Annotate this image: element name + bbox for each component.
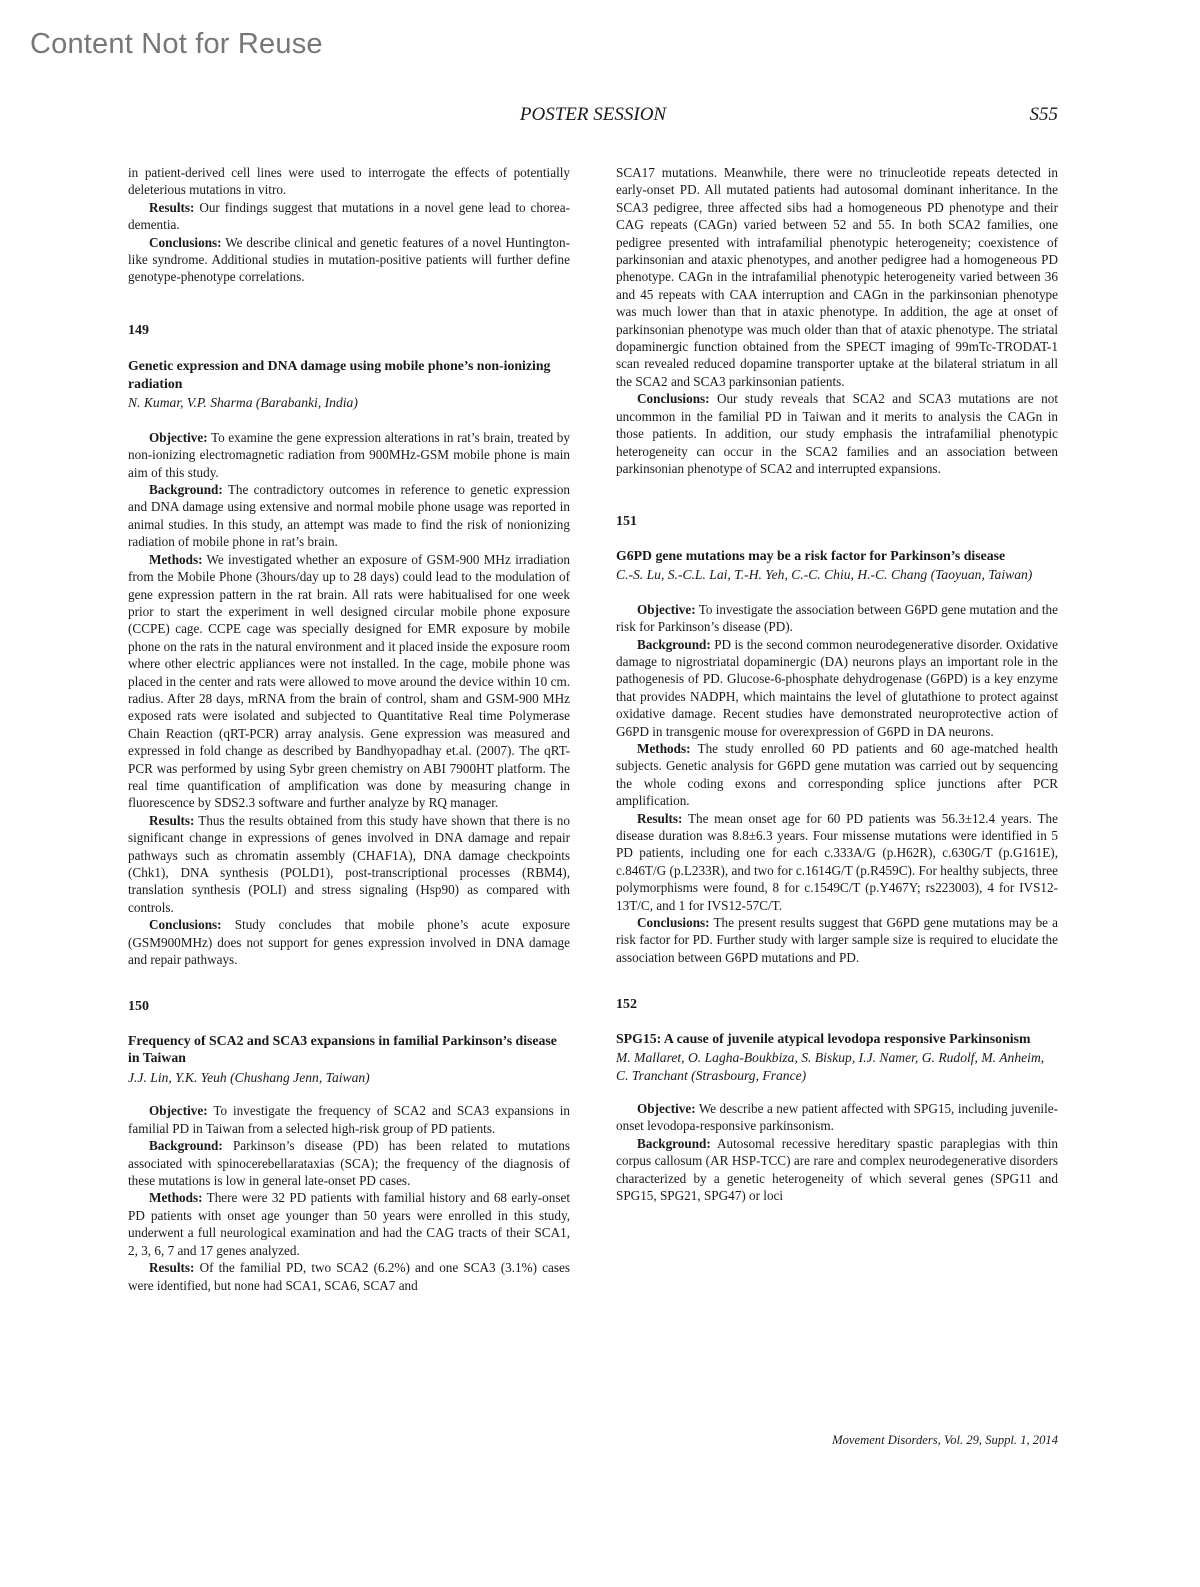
page-number: S55 [1029,104,1058,125]
abstract-number: 151 [616,514,637,530]
continued-paragraph: in patient-derived cell lines were used to interrogate the effects of potentially deleterious mutations in vitro. [128,165,570,198]
left-column [128,164,570,1294]
right-column [616,164,1058,1205]
continued-conclusions: Conclusions: We describe clinical and genetic features of a novel Huntington-like syndrome. Additional studies in mutation-positive patients will further define genotype-phenotype correlations. [128,234,570,285]
results-paragraph: Results: Of the familial PD, two SCA2 (6.2%) and one SCA3 (3.1%) cases were identified, but none had SCA1, SCA6, SCA7 and [128,1260,570,1293]
abstract-152 [616,996,1058,1204]
continued-conclusions: Conclusions: Our study reveals that SCA2 and SCA3 mutations are not uncommon in the familial PD in Taiwan and it merits to analysis the CAGn in those patients. In addition, our study emphasis the intrafamilial phenotypic heterogeneity can occur in the SCA2 families and an association between parkinsonian phenotype of SCA2 and interrupted expansions. [616,391,1059,476]
background-paragraph: Background: Autosomal recessive hereditary spastic paraplegias with thin corpus callosum (AR HSP-TCC) are rare and complex neurodegenerative disorders characterized by a genetic heterogeneity of which several genes (SPG11 and SPG15, SPG21, SPG47) or loci [616,1135,1058,1204]
methods-paragraph: Methods: We investigated whether an exposure of GSM-900 MHz irradiation from the Mobile Phone (3hours/day up to 28 days) could lead to the modulation of gene expression pattern in the rat brain. All rats were habitualised for one week prior to start the experiment in well designed circular mobile phone exposure (CCPE) cage. CCPE cage was specially designed for EMR exposure by mobile phone on the rats in the natural environment and it placed inside the exposure room where other electric appliances were not installed. In the cage, mobile phone was placed in the center and rats were allowed to move around the device within 10 cm. radius. After 28 days, mRNA from the brain of control, sham and GSM-900 MHz exposed rats were isolated and subjected to Quantitative Real time Polymerase Chain Reaction (qRT-PCR) array analysis. Gene expression was measured and expressed in fold change as described by Bandhyopadhay et.al. (2007). The qRT-PCR was performed by using Sybr green chemistry on ABI 7900HT platform. The real time quantification of amplification was done by measuring change in fluorescence by SDS2.3 software and further analyze by RQ manager. [128,551,571,811]
results-paragraph: Results: Thus the results obtained from this study have shown that there is no significant change in expressions of genes involved in DNA damage and repair pathways such as chromatin assembly (CHAF1A), DNA damage checkpoints (Chk1), DNA synthesis (POLD1), post-transcriptional processes (RBM4), translation synthesis (POLI) and stress signaling (Hsp90) as compared with controls. [128,812,570,915]
abstract-title: G6PD gene mutations may be a risk factor for Parkinson’s disease [616,547,1006,563]
abstract-number: 152 [616,997,637,1013]
abstract-number: 150 [128,999,149,1015]
watermark: Content Not for Reuse [30,28,323,60]
abstract-authors: M. Mallaret, O. Lagha-Boukbiza, S. Biskup, I.J. Namer, G. Rudolf, M. Anheim, C. Tranchant (Strasbourg, France) [616,1050,1045,1083]
objective-paragraph: Objective: To investigate the frequency of SCA2 and SCA3 expansions in familial PD in Taiwan from a selected high-risk group of PD patients. [128,1103,570,1136]
methods-paragraph: Methods: The study enrolled 60 PD patients and 60 age-matched health subjects. Genetic analysis for G6PD gene mutation was carried out by sequencing the whole coding exons and corresponding splice junctions after PCR amplification. [616,740,1058,809]
abstract-authors: N. Kumar, V.P. Sharma (Barabanki, India) [128,395,358,411]
objective-paragraph: Objective: We describe a new patient affected with SPG15, including juvenile- onset levodopa-responsive parkinsonism. [616,1101,1058,1134]
abstract-authors: J.J. Lin, Y.K. Yeuh (Chushang Jenn, Taiwan) [128,1070,370,1086]
background-paragraph: Background: The contradictory outcomes in reference to genetic expression and DNA damage using extensive and normal mobile phone usage was reported in animal studies. In this study, an attempt was made to find the risk of nonionizing radiation of mobile phone in rat’s brain. [128,482,571,550]
methods-paragraph: Methods: There were 32 PD patients with familial history and 68 early-onset PD patients with onset age younger than 50 years were enrolled in this study, underwent a full neurological examination and had the CAG tracts of their SCA1, 2, 3, 6, 7 and 17 genes analyzed. [128,1190,570,1258]
continued-results: Results: Our findings suggest that mutations in a novel gene lead to chorea-dementia. [128,199,570,233]
journal-citation: Movement Disorders, Vol. 29, Suppl. 1, 2014 [832,1433,1058,1447]
section-title: POSTER SESSION [519,104,667,125]
continued-paragraph: SCA17 mutations. Meanwhile, there were no trinucleotide repeats detected in early-onset PD. All mutated patients had autosomal dominant inheritance. In the SCA3 pedigree, three affected sibs had a homogeneous PD phenotype and their CAG repeats (CAGn) varied between 52 and 55. In both SCA2 families, one pedigree presented with intrafamilial phenotypic heterogeneity; coexistence of parkinsonian and ataxic phenotypes, and another pedigree had a homogeneous PD phenotype. CAGn in the intrafamilial phenotypic heterogeneity varied between 36 and 45 repeats with CAA interruption and CAGn in the parkinsonian phenotype was much lower than that in ataxic phenotype. In addition, the age at onset of parkinsonian phenotype was much older than that of ataxic phenotype. The striatal dopaminergic function obtained from the SPECT imaging of 99mTc-TRODAT-1 scan revealed reduced dopamine transporter uptake at the bilateral striatum in all the SCA2 and SCA3 parkinsonian patients. [616,165,1058,389]
results-paragraph: Results: The mean onset age for 60 PD patients was 56.3±12.4 years. The disease duration was 8.8±6.3 years. Four missense mutations were identified in 5 PD patients, including one for each c.333A/G (p.H62R), c.630G/T (p.G161E), c.846T/G (p.L233R), and two for c.1614G/T (p.R459C). For healthy subjects, three polymorphisms were found, 8 for c.1549C/T (p.Y467Y; rs223003), 4 for IVS12-13T/C, and 1 for IVS12-57C/T. [616,810,1058,913]
abstract-number: 149 [128,322,149,338]
abstract-150 [128,998,570,1293]
abstract-authors: C.-S. Lu, S.-C.L. Lai, T.-H. Yeh, C.-C. Chiu, H.-C. Chang (Taoyuan, Taiwan) [616,567,1033,583]
abstract-149 [128,322,570,969]
abstract-title: SPG15: A cause of juvenile atypical levodopa responsive Parkinsonism [616,1030,1031,1046]
abstract-title: Frequency of SCA2 and SCA3 expansions in familial Parkinson’s disease in Taiwan [128,1032,557,1066]
abstract-151 [616,513,1058,966]
conclusions-paragraph: Conclusions: Study concludes that mobile phone’s acute exposure (GSM900MHz) does not support for genes expression involved in DNA damage and repair pathways. [128,917,570,968]
conclusions-paragraph: Conclusions: The present results suggest that G6PD gene mutations may be a risk factor for PD. Further study with larger sample size is required to elucidate the association between G6PD mutations and PD. [616,915,1059,965]
background-paragraph: Background: PD is the second common neurodegenerative disorder. Oxidative damage to nigrostriatal dopaminergic (DA) neurons plays an important role in the pathogenesis of PD. Glucose-6-phosphate dehydrogenase (G6PD) is a key enzyme that provides NADPH, which maintains the level of glutathione to protect against oxidative damage. Recent studies have demonstrated neuroprotective action of G6PD in transgenic mouse for overexpression of G6PD in DA neurons. [616,636,1058,739]
objective-paragraph: Objective: To examine the gene expression alterations in rat’s brain, treated by non-ionizing electromagnetic radiation from 900MHz-GSM mobile phone is main aim of this study. [128,429,570,480]
running-head [128,104,1058,132]
objective-paragraph: Objective: To investigate the association between G6PD gene mutation and the risk for Parkinson’s disease (PD). [616,601,1059,635]
background-paragraph: Background: Parkinson’s disease (PD) has been related to mutations associated with spinocerebellarataxias (SCA); the frequency of the diagnosis of these mutations is low in general late-onset PD cases. [128,1138,571,1189]
abstract-title: Genetic expression and DNA damage using mobile phone’s non-ionizing radiation [128,358,551,391]
